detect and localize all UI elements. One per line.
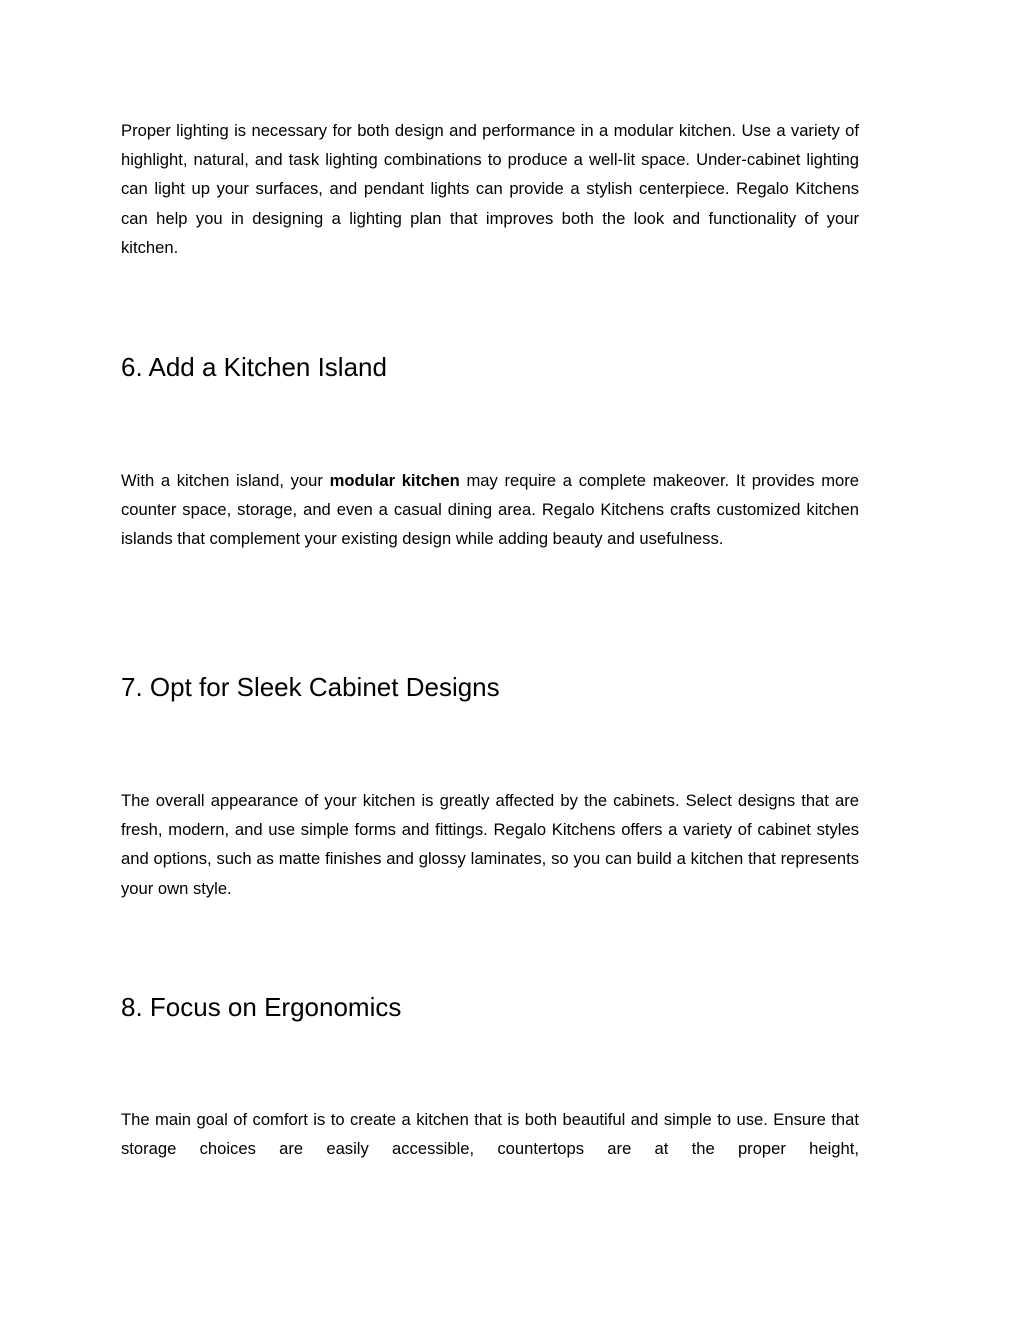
section-heading-kitchen-island: 6. Add a Kitchen Island bbox=[121, 352, 387, 382]
kitchen-island-paragraph bbox=[121, 466, 859, 554]
ergonomics-paragraph: The main goal of comfort is to create a kitchen that is both beautiful and simple to use. Ensure that storage choices are easily accessible, countertops are at the proper height, bbox=[121, 1110, 859, 1159]
section-heading-cabinet-designs: 7. Opt for Sleek Cabinet Designs bbox=[121, 672, 500, 702]
section-heading-ergonomics: 8. Focus on Ergonomics bbox=[121, 992, 402, 1022]
island-text-start: With a kitchen island, your bbox=[121, 471, 330, 490]
island-text-end: may require a complete makeover. It provides more counter space, storage, and even a casual dining area. Regalo Kitchens crafts customized kitchen islands that complement your existing design while adding beauty and usefulness. bbox=[121, 471, 860, 549]
modular-kitchen-emphasis: modular kitchen bbox=[329, 471, 460, 490]
cabinet-designs-paragraph: The overall appearance of your kitchen is greatly affected by the cabinets. Select designs that are fresh, modern, and use simple forms and fittings. Regalo Kitchens offers a variety of cabinet styles and options, such as matte finishes and glossy laminates, so you can build a kitchen that represents your own style. bbox=[121, 791, 859, 898]
lighting-paragraph: Proper lighting is necessary for both design and performance in a modular kitchen. Use a variety of highlight, natural, and task lighting combinations to produce a well-lit space. Under-cabinet lighting can light up your surfaces, and pendant lights can provide a stylish centerpiece. Regalo Kitchens can help you in designing a lighting plan that improves both the look and functionality of your kitchen. bbox=[121, 121, 859, 257]
